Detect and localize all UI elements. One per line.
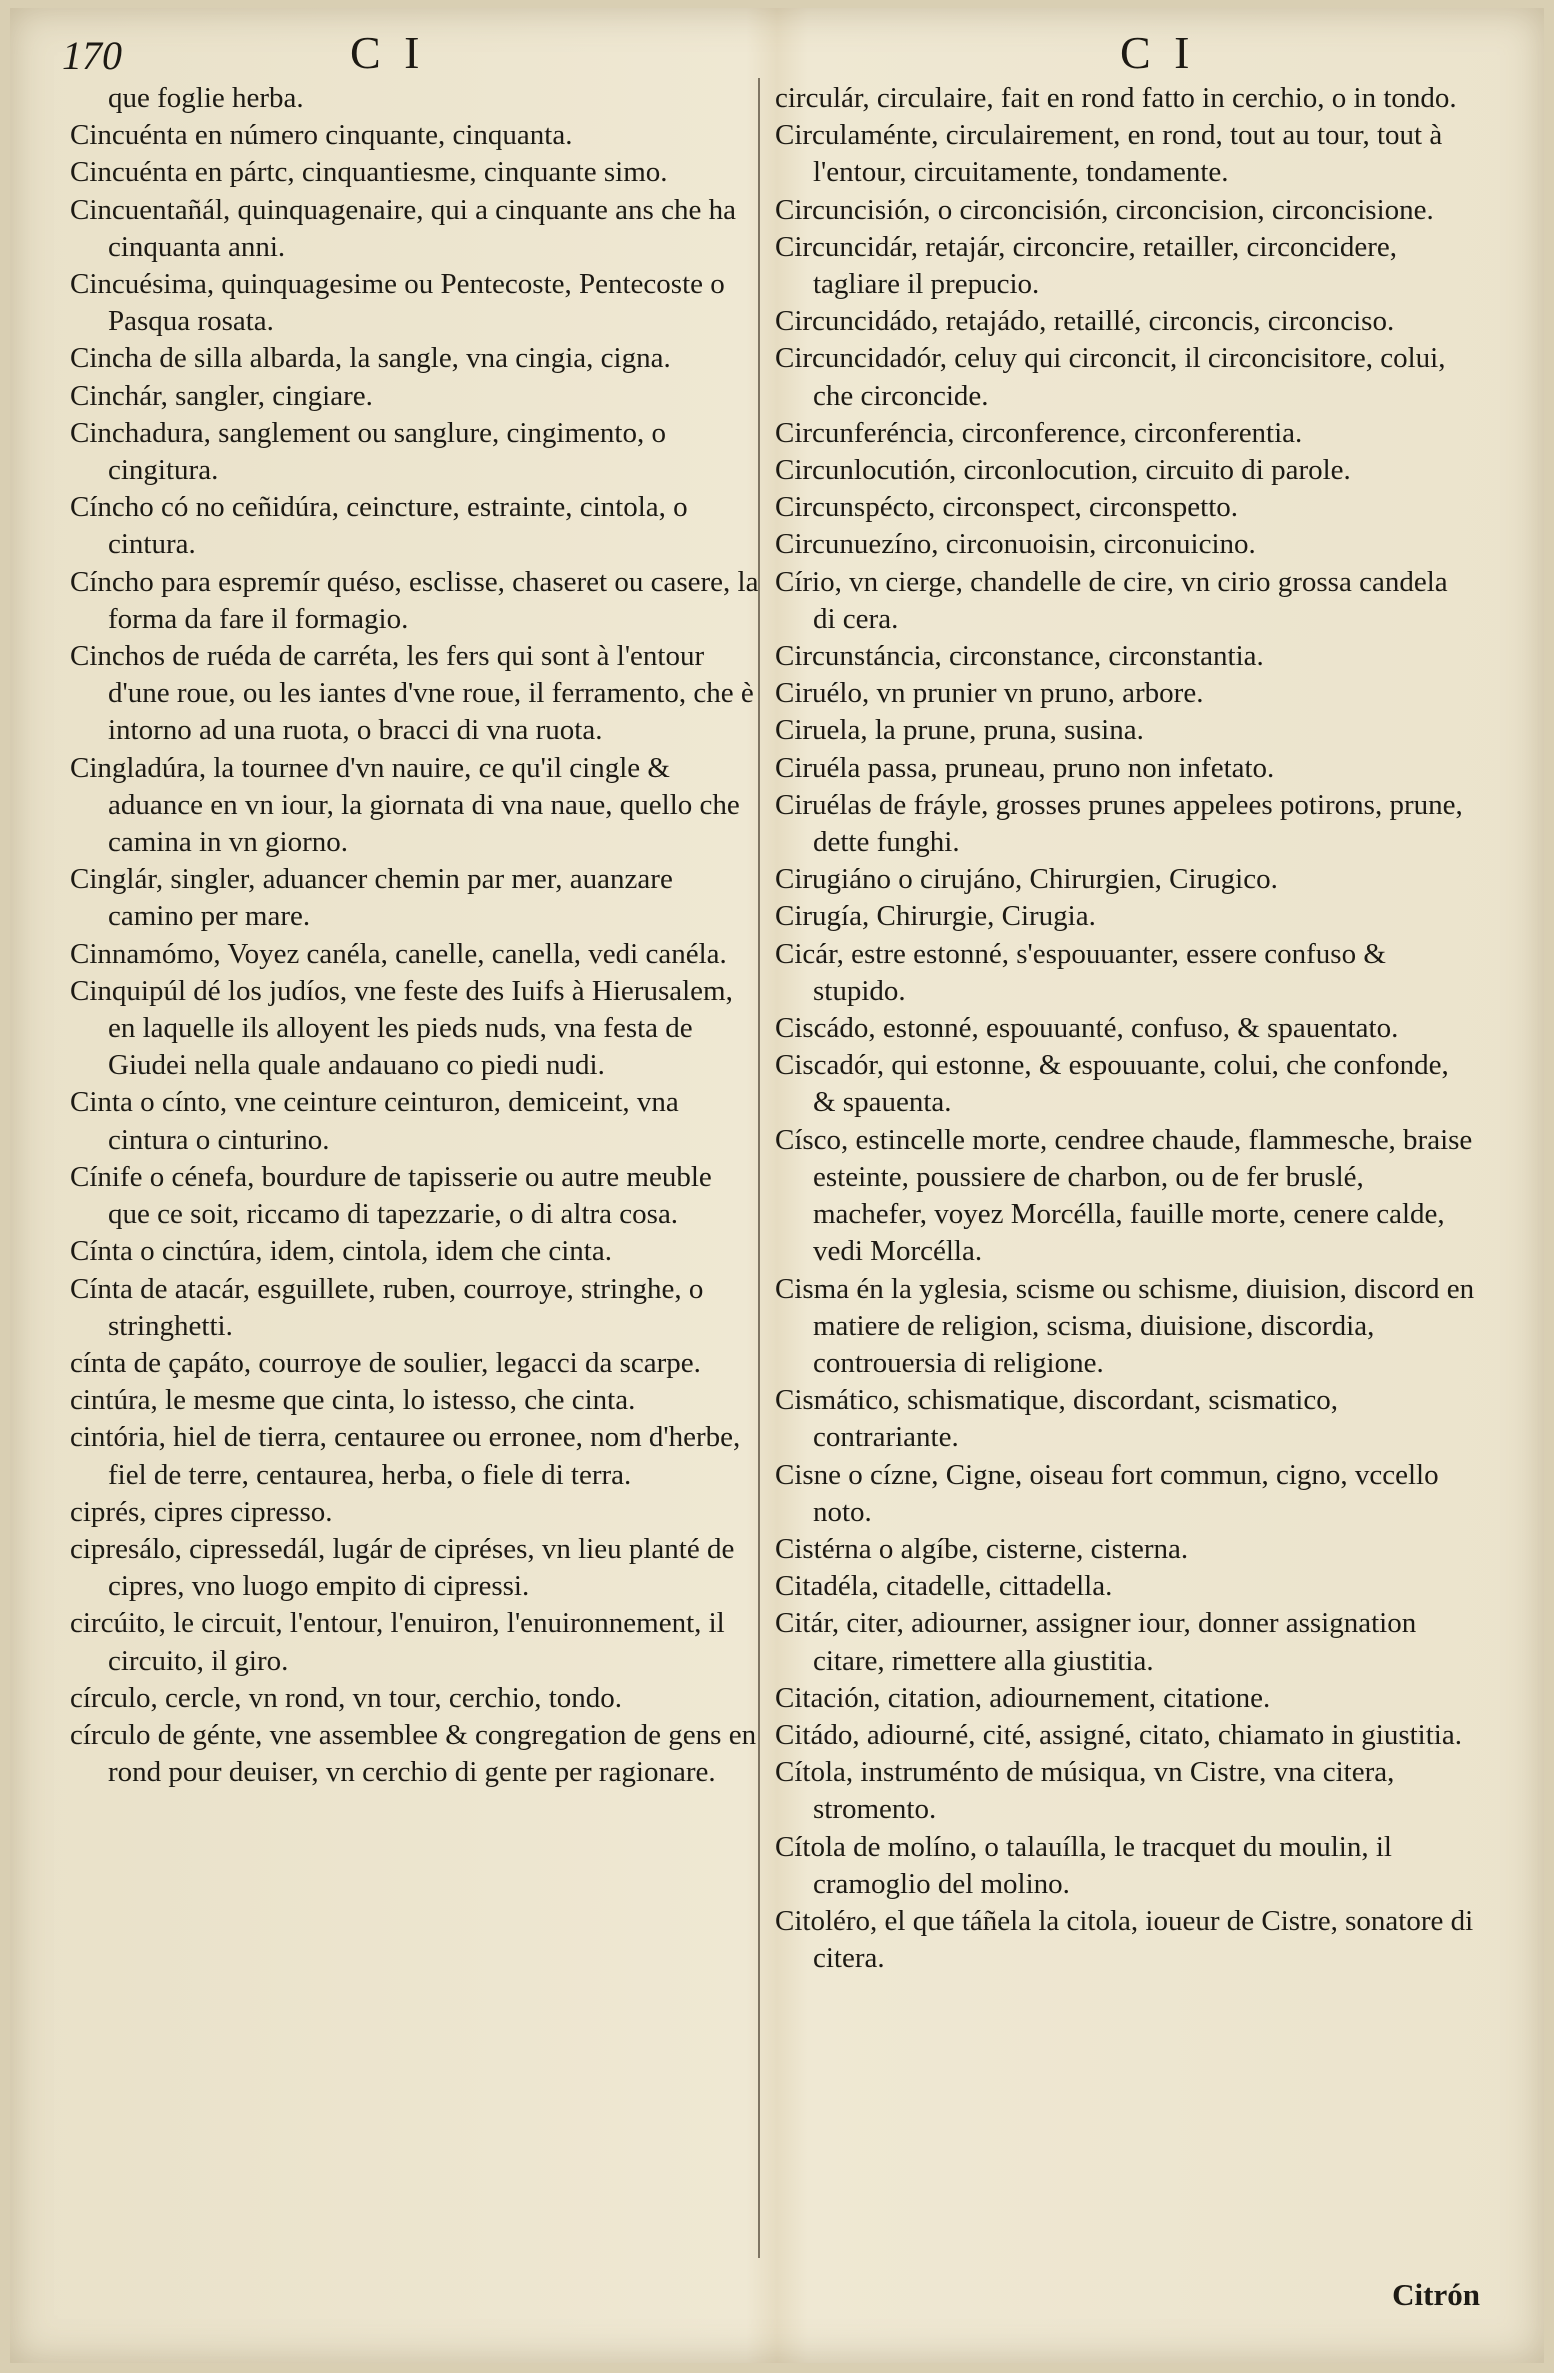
dictionary-entry: Cicár, estre estonné, s'espouuanter, essere confuso & stupido. — [775, 937, 1386, 1007]
left-column — [70, 80, 760, 1791]
dictionary-entry: cipresálo, cipressedál, lugár de cipréses, vn lieu planté de cipres, vno luogo empito di cipressi. — [70, 1532, 735, 1603]
dictionary-entry: Cínife o cénefa, bourdure de tapisserie ou autre meuble que ce soit, riccamo di tapezzarie, o di altra cosa. — [70, 1160, 712, 1231]
dictionary-entry: Cismático, schismatique, discordant, scismatico, contrariante. — [775, 1384, 1338, 1454]
dictionary-entry: círculo de génte, vne assemblee & congregation de gens en rond pour deuiser, vn cerchio di gente per ragionare. — [70, 1718, 757, 1789]
dictionary-entry: Ciscádo, estonné, espouuanté, confuso, & spauentato. — [775, 1012, 1399, 1045]
dictionary-entry: Cistérna o algíbe, cisterne, cisterna. — [775, 1532, 1189, 1565]
dictionary-entry: Cítola, instruménto de músiqua, vn Cistre, vna citera, stromento. — [775, 1756, 1395, 1826]
dictionary-entry: Circunspécto, circonspect, circonspetto. — [775, 491, 1239, 524]
dictionary-entry: Cisma én la yglesia, scisme ou schisme, diuision, discord en matiere de religion, scisma, diuisione, discordia, controuersia di religione. — [775, 1272, 1475, 1379]
dictionary-entry: Circunuezíno, circonuoisin, circonuicino. — [775, 528, 1256, 561]
dictionary-entry: Circunstáncia, circonstance, circonstantia. — [775, 640, 1264, 673]
dictionary-entry: Cinchos de ruéda de carréta, les fers qui sont à l'entour d'une roue, ou les iantes d'vne roue, il ferramento, che è intorno ad una ruota, o bracci di vna ruota. — [70, 640, 754, 747]
dictionary-entry: Circuncidadór, celuy qui circoncit, il circoncisitore, colui, che circoncide. — [775, 342, 1446, 412]
dictionary-entry: Ciruélas de fráyle, grosses prunes appelees potirons, prune, dette funghi. — [775, 788, 1463, 859]
right-column — [775, 80, 1477, 1977]
dictionary-entry: Circunferéncia, circonference, circonferentia. — [775, 416, 1303, 449]
dictionary-entry: Cinchadura, sanglement ou sanglure, cingimento, o cingitura. — [70, 416, 666, 487]
dictionary-entry: Cíncho para espremír quéso, esclisse, chaseret ou casere, la forma da fare il formagio. — [70, 565, 759, 635]
column-divider — [758, 78, 760, 2258]
dictionary-entry: Ciruélo, vn prunier vn pruno, arbore. — [775, 677, 1204, 710]
dictionary-entry: círculo, cercle, vn rond, vn tour, cerchio, tondo. — [70, 1681, 623, 1714]
dictionary-entry: que foglie herba. — [108, 82, 304, 114]
dictionary-entry: Cisne o cízne, Cigne, oiseau fort commun, cigno, vccello noto. — [775, 1458, 1439, 1528]
dictionary-entry: Circuncidár, retajár, circoncire, retailler, circoncidere, tagliare il prepucio. — [775, 230, 1398, 301]
dictionary-entry: Cincuénta en pártc, cinquantiesme, cinquante simo. — [70, 156, 668, 189]
dictionary-entry: Citoléro, el que táñela la citola, ioueur de Cistre, sonatore di citera. — [775, 1904, 1474, 1975]
dictionary-entry: Cinta o cínto, vne ceinture ceinturon, demiceint, vna cintura o cinturino. — [70, 1086, 679, 1156]
dictionary-entry: cínta de çapáto, courroye de soulier, legacci da scarpe. — [70, 1346, 701, 1379]
dictionary-entry: Cinglár, singler, aduancer chemin par mer, auanzare camino per mare. — [70, 863, 673, 933]
dictionary-page — [10, 8, 1544, 2363]
running-head-right: C I — [1120, 27, 1196, 78]
dictionary-entry: Cinnamómo, Voyez canéla, canelle, canella, vedi canéla. — [70, 937, 727, 970]
dictionary-entry: cintória, hiel de tierra, centauree ou erronee, nom d'herbe, fiel de terre, centaurea, herba, o fiele di terra. — [70, 1421, 741, 1491]
dictionary-entry: Cínta o cinctúra, idem, cintola, idem che cinta. — [70, 1235, 612, 1268]
dictionary-entry: Cínta de atacár, esguillete, ruben, courroye, stringhe, o stringhetti. — [70, 1272, 704, 1342]
running-head-left: C I — [350, 27, 426, 78]
dictionary-entry: Citación, citation, adiournement, citatione. — [775, 1681, 1271, 1714]
dictionary-entry: Citádo, adiourné, cité, assigné, citato, chiamato in giustitia. — [775, 1718, 1462, 1751]
dictionary-entry: Císco, estincelle morte, cendree chaude, flammesche, braise esteinte, poussiere de charbon, ou de fer bruslé, machefer, voyez Morcélla, fauille morte, cenere calde, vedi Morcélla. — [775, 1123, 1473, 1268]
dictionary-entry: Cincha de silla albarda, la sangle, vna cingia, cigna. — [70, 342, 671, 375]
page-number: 170 — [62, 33, 122, 78]
dictionary-entry: Cíncho có no ceñidúra, ceincture, estrainte, cintola, o cintura. — [70, 491, 688, 561]
dictionary-entry: Ciscadór, qui estonne, & espouuante, colui, che confonde, & spauenta. — [775, 1049, 1449, 1119]
dictionary-entry: ciprés, cipres cipresso. — [70, 1495, 333, 1528]
dictionary-entry: circulár, circulaire, fait en rond fatto in cerchio, o in tondo. — [775, 82, 1457, 114]
page-header — [10, 26, 1544, 86]
dictionary-entry: Cirugiáno o cirujáno, Chirurgien, Cirugico. — [775, 863, 1278, 896]
dictionary-entry: Citadéla, citadelle, cittadella. — [775, 1570, 1113, 1603]
catchword: Citrón — [1392, 2277, 1480, 2312]
dictionary-entry: Cincuénta en número cinquante, cinquanta. — [70, 119, 573, 152]
dictionary-entry: Cítola de molíno, o talauílla, le tracquet du moulin, il cramoglio del molino. — [775, 1830, 1392, 1900]
dictionary-entry: Circulaménte, circulairement, en rond, tout au tour, tout à l'entour, circuitamente, tondamente. — [775, 119, 1443, 189]
dictionary-entry: cintúra, le mesme que cinta, lo istesso, che cinta. — [70, 1384, 636, 1417]
dictionary-entry: Cirugía, Chirurgie, Cirugia. — [775, 900, 1096, 933]
dictionary-entry: circúito, le circuit, l'entour, l'enuiron, l'enuironnement, il circuito, il giro. — [70, 1607, 725, 1677]
dictionary-entry: Circuncisión, o circoncisión, circoncision, circoncisione. — [775, 193, 1434, 226]
dictionary-entry: Cinquipúl dé los judíos, vne feste des Iuifs à Hierusalem, en laquelle ils alloyent les pieds nuds, vna festa de Giudei nella quale andauano co piedi nudi. — [70, 974, 733, 1082]
dictionary-entry: Citár, citer, adiourner, assigner iour, donner assignation citare, rimettere alla giustitia. — [775, 1607, 1417, 1677]
dictionary-entry: Círio, vn cierge, chandelle de cire, vn cirio grossa candela di cera. — [775, 565, 1448, 635]
dictionary-entry: Cingladúra, la tournee d'vn nauire, ce qu'il cingle & aduance en vn iour, la giornata di vna naue, quello che camina in vn giorno. — [70, 751, 740, 859]
dictionary-entry: Circunlocutión, circonlocution, circuito di parole. — [775, 454, 1351, 487]
dictionary-entry: Cincuentañál, quinquagenaire, qui a cinquante ans che ha cinquanta anni. — [70, 193, 736, 263]
dictionary-entry: Ciruéla passa, pruneau, pruno non infetato. — [775, 751, 1275, 784]
dictionary-entry: Circuncidádo, retajádo, retaillé, circoncis, circonciso. — [775, 305, 1395, 338]
dictionary-entry: Cinchár, sangler, cingiare. — [70, 379, 373, 412]
dictionary-entry: Ciruela, la prune, pruna, susina. — [775, 714, 1144, 747]
dictionary-entry: Cincuésima, quinquagesime ou Pentecoste, Pentecoste o Pasqua rosata. — [70, 268, 725, 338]
